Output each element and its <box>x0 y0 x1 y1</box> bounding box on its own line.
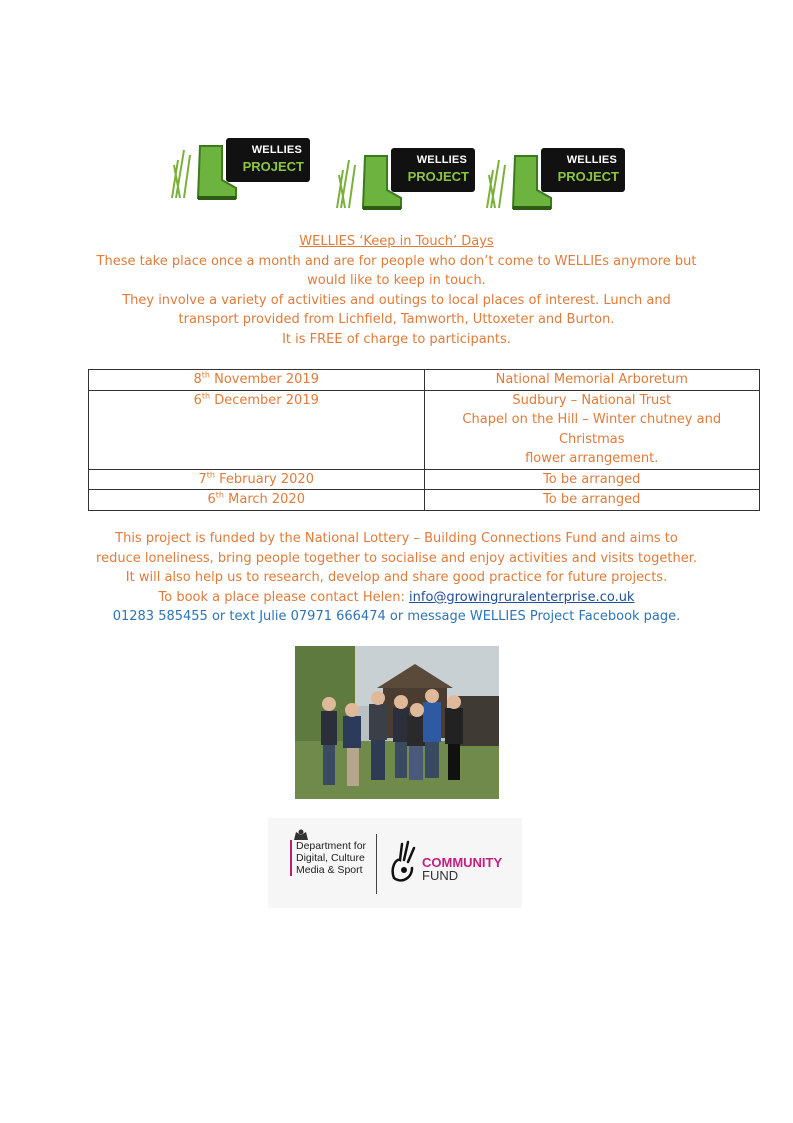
logo-plate <box>391 148 475 192</box>
lottery-hand-icon <box>386 838 422 888</box>
table-row <box>89 469 760 490</box>
group-photo <box>295 646 499 799</box>
email-link[interactable]: info@growingruralenterprise.co.uk <box>409 589 635 605</box>
divider <box>376 834 377 894</box>
events-table <box>88 369 760 511</box>
table-row <box>89 370 760 391</box>
wellies-logo <box>170 118 310 204</box>
intro-line: would like to keep in touch. <box>307 273 486 289</box>
wellies-logo <box>335 128 475 214</box>
phone-number: 01283 585455 <box>112 609 208 625</box>
logo-title: WELLIES <box>416 154 467 166</box>
logo-plate <box>541 148 625 192</box>
community-fund-logo: COMMUNITY FUND <box>422 855 503 883</box>
funding-line: reduce loneliness, bring people together to socialise and enjoy activities and visits together. <box>96 550 697 566</box>
intro-line: transport provided from Lichfield, Tamworth, Uttoxeter and Burton. <box>178 312 615 328</box>
logo-title: WELLIES <box>251 144 302 156</box>
contact-line: 01283 585455 or text Julie 07971 666474 or message WELLIES Project Facebook page. <box>112 609 681 625</box>
event-date: 6th March 2020 <box>89 490 425 511</box>
logo-subtitle: PROJECT <box>407 169 469 184</box>
event-date: 6th December 2019 <box>89 390 425 469</box>
table-row <box>89 490 760 511</box>
dcms-logo: Department for Digital, Culture Media & Sport <box>290 840 366 876</box>
event-description: To be arranged <box>424 490 760 511</box>
funding-line: It will also help us to research, develop and share good practice for future projects. <box>125 570 668 586</box>
group-photo-image <box>295 646 499 799</box>
booking-line <box>60 588 733 608</box>
table-row <box>89 390 760 469</box>
logo-plate <box>226 138 310 182</box>
funding-section <box>60 529 733 627</box>
intro-line: They involve a variety of activities and outings to local places of interest. Lunch and <box>122 292 671 308</box>
funding-line: This project is funded by the National Lottery – Building Connections Fund and aims to <box>115 531 678 546</box>
sponsor-logos <box>268 818 522 908</box>
booking-prefix: To book a place please contact Helen: <box>158 589 410 605</box>
event-description: Sudbury – National Trust Chapel on the Hill – Winter chutney and Christmas flower arrangement. <box>424 390 760 469</box>
intro-heading: WELLIES ‘Keep in Touch’ Days <box>299 234 494 249</box>
event-date: 8th November 2019 <box>89 370 425 391</box>
wellies-logo <box>485 128 625 214</box>
event-description: National Memorial Arboretum <box>424 370 760 391</box>
logo-subtitle: PROJECT <box>242 159 304 174</box>
intro-line: It is FREE of charge to participants. <box>282 331 511 347</box>
mobile-number: 07971 666474 <box>290 609 386 625</box>
event-date: 7th February 2020 <box>89 469 425 490</box>
wellies-logo-row <box>0 118 793 208</box>
logo-title: WELLIES <box>566 154 617 166</box>
logo-subtitle: PROJECT <box>557 169 619 184</box>
intro-section <box>80 232 713 350</box>
intro-line: These take place once a month and are for people who don’t come to WELLIEs anymore but <box>96 253 697 269</box>
event-description: To be arranged <box>424 469 760 490</box>
